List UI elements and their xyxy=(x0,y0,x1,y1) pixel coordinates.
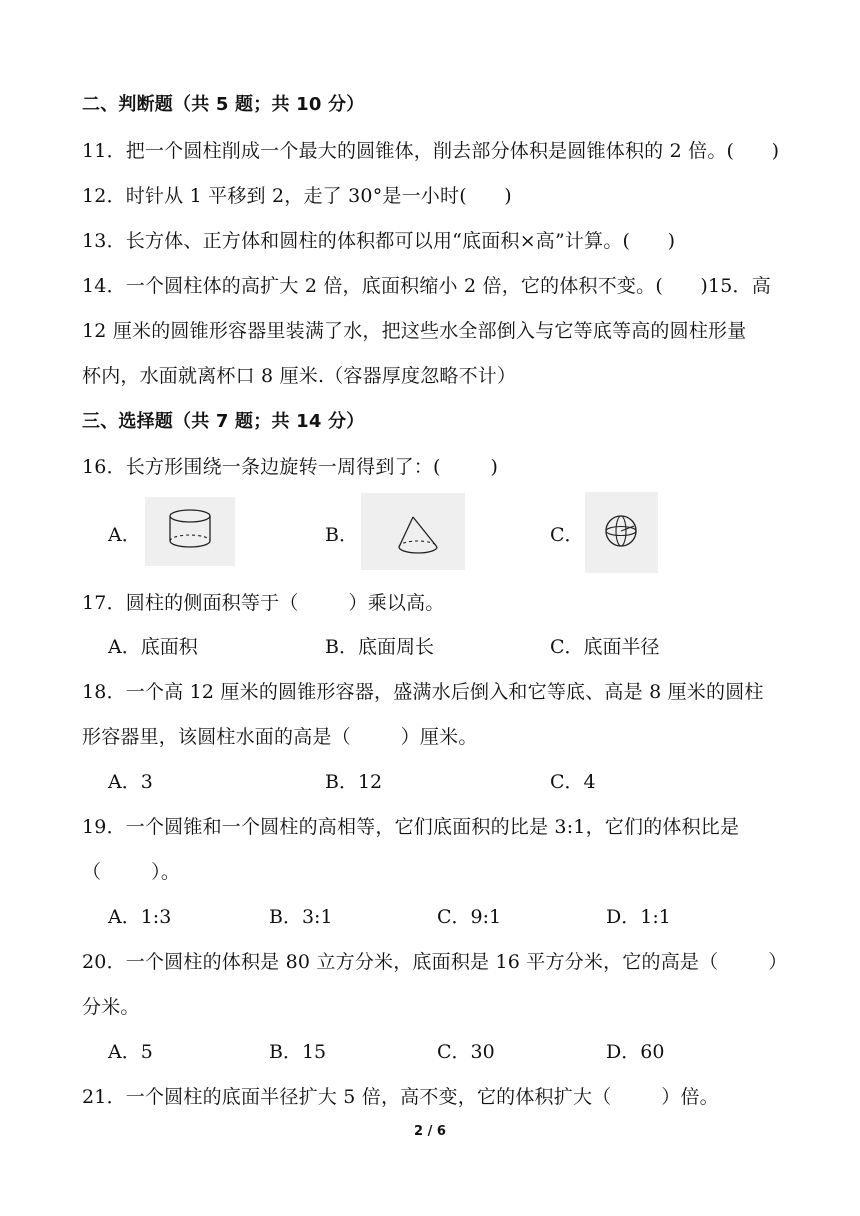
q17-option-c: C．底面半径 xyxy=(550,636,660,658)
sphere-icon xyxy=(585,492,658,573)
q20-option-d: D．60 xyxy=(606,1041,665,1063)
q16-option-b-label: B． xyxy=(325,524,358,546)
question-20-line-2: 分米。 xyxy=(82,996,140,1018)
section-title-judge: 二、判断题（共 5 题；共 10 分） xyxy=(82,94,365,115)
q19-option-b: B．3:1 xyxy=(269,906,333,928)
question-16: 16．长方形围绕一条边旋转一周得到了：( ) xyxy=(82,456,499,478)
q16-option-c-label: C． xyxy=(550,524,584,546)
question-19-line-1: 19．一个圆锥和一个圆柱的高相等，它们底面积的比是 3:1，它们的体积比是 xyxy=(82,816,740,838)
question-21: 21．一个圆柱的底面半径扩大 5 倍，高不变，它的体积扩大（ ）倍。 xyxy=(82,1086,719,1108)
cylinder-figure xyxy=(145,497,235,566)
question-11: 11．把一个圆柱削成一个最大的圆锥体，削去部分体积是圆锥体积的 2 倍。( ) xyxy=(82,140,780,162)
cylinder-icon xyxy=(145,497,235,566)
q18-option-a: A．3 xyxy=(108,771,153,793)
q18-option-b: B．12 xyxy=(325,771,383,793)
q17-option-a: A．底面积 xyxy=(108,636,198,658)
cone-icon xyxy=(361,493,465,570)
q19-option-c: C．9:1 xyxy=(437,906,502,928)
q20-option-b: B．15 xyxy=(269,1041,327,1063)
q19-option-d: D．1:1 xyxy=(606,906,671,928)
q18-option-c: C．4 xyxy=(550,771,596,793)
question-18-line-2: 形容器里，该圆柱水面的高是（ ）厘米。 xyxy=(82,726,478,748)
q17-option-b: B．底面周长 xyxy=(325,636,434,658)
question-20-line-1: 20．一个圆柱的体积是 80 立方分米，底面积是 16 平方分米，它的高是（ ） xyxy=(82,951,788,973)
cone-figure xyxy=(361,493,465,570)
section-title-choice: 三、选择题（共 7 题；共 14 分） xyxy=(82,411,365,432)
question-18-line-1: 18．一个高 12 厘米的圆锥形容器，盛满水后倒入和它等底、高是 8 厘米的圆柱 xyxy=(82,681,764,703)
question-14-line-3: 杯内，水面就离杯口 8 厘米.（容器厚度忽略不计） xyxy=(82,365,517,387)
question-14-line-2: 12 厘米的圆锥形容器里装满了水，把这些水全部倒入与它等底等高的圆柱形量 xyxy=(82,320,747,342)
question-12: 12．时针从 1 平移到 2，走了 30°是一小时( ) xyxy=(82,185,512,207)
question-14-line-1: 14．一个圆柱体的高扩大 2 倍，底面积缩小 2 倍，它的体积不变。( )15．高 xyxy=(82,275,771,297)
question-17: 17．圆柱的侧面积等于（ ）乘以高。 xyxy=(82,592,445,614)
question-19-line-2: （ ）。 xyxy=(82,861,181,883)
q19-option-a: A．1:3 xyxy=(108,906,172,928)
q20-option-a: A．5 xyxy=(108,1041,153,1063)
q16-option-a-label: A． xyxy=(108,524,141,546)
question-13: 13．长方体、正方体和圆柱的体积都可以用“底面积×高”计算。( ) xyxy=(82,230,676,252)
q20-option-c: C．30 xyxy=(437,1041,495,1063)
sphere-figure xyxy=(585,492,658,573)
page-number: 2 / 6 xyxy=(414,1124,446,1139)
